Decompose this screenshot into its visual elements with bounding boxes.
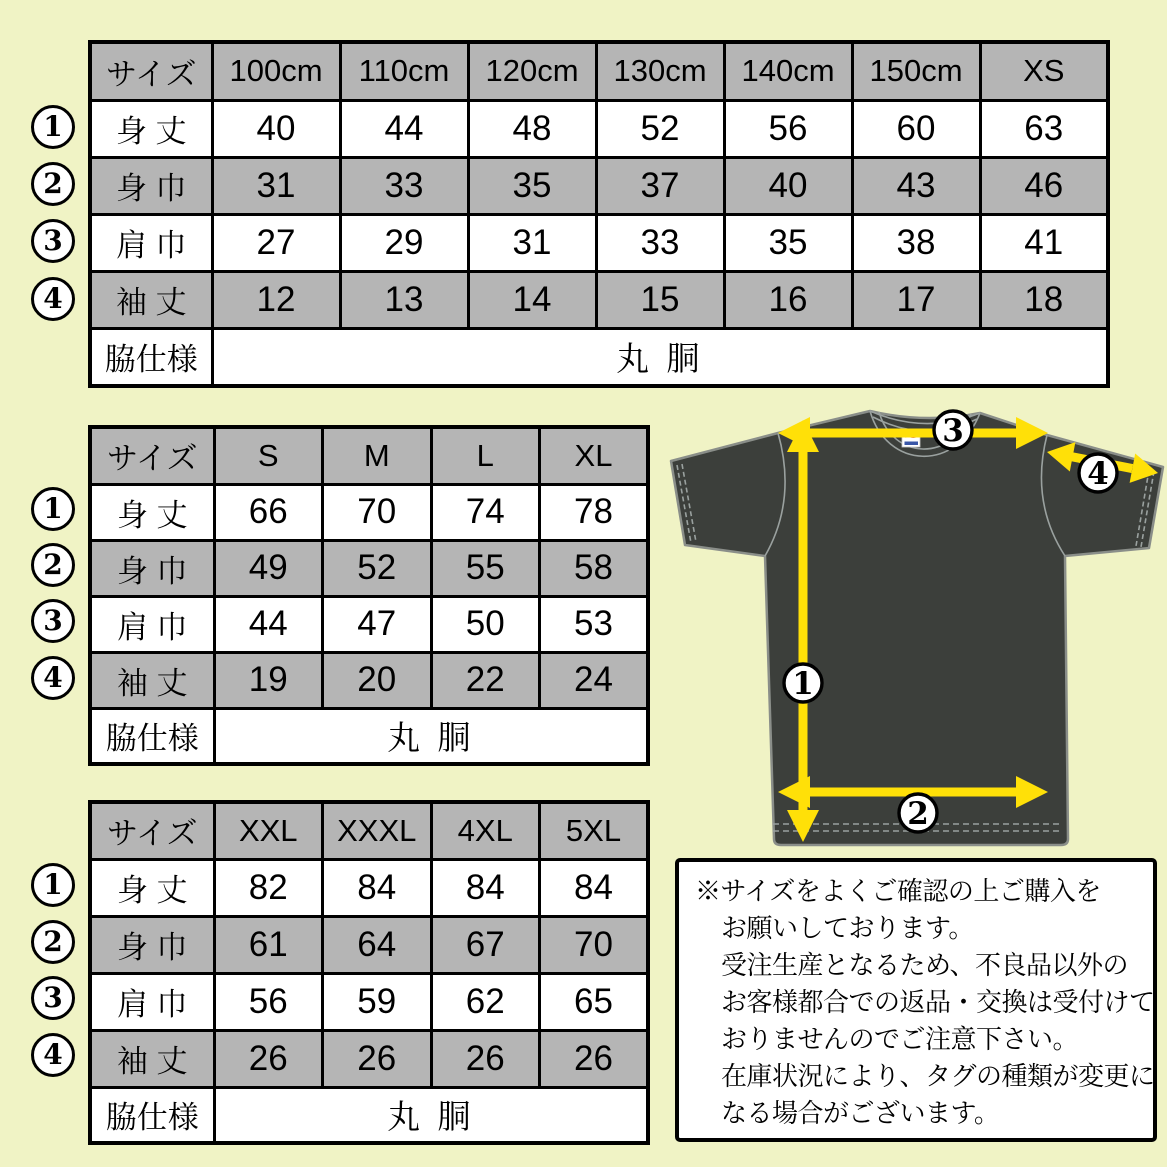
measure-label: 身 巾 — [90, 540, 214, 596]
measure-value: 63 — [980, 100, 1108, 157]
table-row — [90, 100, 1108, 157]
measure-label: 肩 巾 — [90, 973, 214, 1030]
table-row — [90, 708, 648, 764]
measure-label: 身 巾 — [90, 916, 214, 973]
measure-value: 44 — [340, 100, 468, 157]
measure-value: 19 — [214, 652, 323, 708]
measure-2-badge: 2 — [31, 920, 75, 964]
measure-value: 22 — [431, 652, 540, 708]
measure-value: 17 — [852, 271, 980, 328]
side-spec-value: 丸 胴 — [214, 708, 648, 764]
measure-value: 26 — [214, 1030, 323, 1087]
measure-value: 74 — [431, 484, 540, 540]
size-column-header: M — [323, 427, 432, 484]
notice-line: 受注生産となるため、不良品以外の — [721, 950, 1128, 980]
measure-2-badge — [899, 794, 937, 832]
measure-value: 70 — [540, 916, 649, 973]
measure-value: 40 — [724, 157, 852, 214]
measure-value: 56 — [724, 100, 852, 157]
size-column-header: 100cm — [212, 42, 340, 100]
measure-value: 58 — [540, 540, 649, 596]
notice-line: ※サイズをよくご確認の上ご購入を — [695, 876, 1101, 906]
table-row — [90, 540, 648, 596]
size-header-cell: サイズ — [90, 802, 214, 859]
measure-label: 袖 丈 — [90, 652, 214, 708]
measure-value: 82 — [214, 859, 323, 916]
measure-value: 12 — [212, 271, 340, 328]
measure-value: 84 — [540, 859, 649, 916]
measure-value: 66 — [214, 484, 323, 540]
measure-3-badge: 3 — [31, 599, 75, 643]
size-table-grid — [88, 40, 1110, 388]
table-row — [90, 157, 1108, 214]
table-row — [90, 596, 648, 652]
measure-value: 15 — [596, 271, 724, 328]
measure-value: 33 — [340, 157, 468, 214]
measure-value: 33 — [596, 214, 724, 271]
table-row — [90, 973, 648, 1030]
measure-value: 26 — [323, 1030, 432, 1087]
measure-value: 41 — [980, 214, 1108, 271]
measure-value: 38 — [852, 214, 980, 271]
measure-1-badge: 1 — [31, 105, 75, 149]
measure-2-badge: 2 — [31, 162, 75, 206]
svg-text:4: 4 — [1087, 456, 1109, 492]
measure-value: 29 — [340, 214, 468, 271]
measure-4-badge: 4 — [31, 1033, 75, 1077]
size-column-header: 130cm — [596, 42, 724, 100]
measure-value: 67 — [431, 916, 540, 973]
table-row — [90, 916, 648, 973]
table-row — [90, 484, 648, 540]
measure-value: 13 — [340, 271, 468, 328]
measure-3-badge: 3 — [31, 219, 75, 263]
tshirt-diagram — [657, 390, 1167, 855]
measure-value: 31 — [212, 157, 340, 214]
measure-value: 37 — [596, 157, 724, 214]
measure-2-badge: 2 — [31, 543, 75, 587]
measure-value: 35 — [724, 214, 852, 271]
size-column-header: L — [431, 427, 540, 484]
measure-3-badge — [934, 411, 972, 449]
measure-value: 16 — [724, 271, 852, 328]
measure-value: 18 — [980, 271, 1108, 328]
notice-line: おりませんのでご注意下さい。 — [721, 1024, 1079, 1054]
table-row — [90, 1087, 648, 1143]
measure-label: 身 巾 — [90, 157, 212, 214]
size-table-grid — [88, 800, 650, 1145]
measure-value: 35 — [468, 157, 596, 214]
measure-value: 26 — [431, 1030, 540, 1087]
measure-label: 袖 丈 — [90, 271, 212, 328]
side-spec-label: 脇仕様 — [90, 1087, 214, 1143]
measure-value: 44 — [214, 596, 323, 652]
table-row — [90, 1030, 648, 1087]
size-column-header: XL — [540, 427, 649, 484]
size-column-header: S — [214, 427, 323, 484]
measure-value: 59 — [323, 973, 432, 1030]
measure-4-badge: 4 — [31, 277, 75, 321]
measure-value: 26 — [540, 1030, 649, 1087]
measure-value: 40 — [212, 100, 340, 157]
measure-value: 78 — [540, 484, 649, 540]
size-table-kids — [88, 40, 1110, 388]
measure-value: 61 — [214, 916, 323, 973]
table-row — [90, 859, 648, 916]
size-column-header: XXL — [214, 802, 323, 859]
measure-value: 60 — [852, 100, 980, 157]
side-spec-value: 丸 胴 — [214, 1087, 648, 1143]
measure-value: 62 — [431, 973, 540, 1030]
table-row — [90, 328, 1108, 386]
measure-label: 身 丈 — [90, 484, 214, 540]
measure-value: 43 — [852, 157, 980, 214]
measure-value: 49 — [214, 540, 323, 596]
measure-value: 52 — [596, 100, 724, 157]
notice-line: なる場合がございます。 — [721, 1098, 1000, 1128]
measure-label: 肩 巾 — [90, 214, 212, 271]
size-header-cell: サイズ — [90, 42, 212, 100]
svg-text:2: 2 — [907, 796, 929, 832]
measure-value: 46 — [980, 157, 1108, 214]
measure-4-badge — [1079, 454, 1117, 492]
measure-label: 袖 丈 — [90, 1030, 214, 1087]
measure-value: 31 — [468, 214, 596, 271]
side-spec-value: 丸 胴 — [212, 328, 1108, 386]
measure-value: 70 — [323, 484, 432, 540]
measure-1-badge — [784, 664, 822, 702]
notice-line: お客様都合での返品・交換は受付けて — [721, 987, 1155, 1017]
measure-value: 48 — [468, 100, 596, 157]
svg-text:3: 3 — [942, 413, 964, 449]
measure-value: 24 — [540, 652, 649, 708]
side-spec-label: 脇仕様 — [90, 328, 212, 386]
measure-value: 53 — [540, 596, 649, 652]
size-column-header: 150cm — [852, 42, 980, 100]
table-row — [90, 652, 648, 708]
size-column-header: XS — [980, 42, 1108, 100]
side-spec-label: 脇仕様 — [90, 708, 214, 764]
size-table-grid — [88, 425, 650, 766]
size-column-header: 4XL — [431, 802, 540, 859]
measure-label: 身 丈 — [90, 859, 214, 916]
measure-1-badge: 1 — [31, 863, 75, 907]
table-row — [90, 214, 1108, 271]
size-header-cell: サイズ — [90, 427, 214, 484]
size-column-header: 140cm — [724, 42, 852, 100]
measure-value: 56 — [214, 973, 323, 1030]
table-row — [90, 271, 1108, 328]
measure-value: 20 — [323, 652, 432, 708]
measure-label: 身 丈 — [90, 100, 212, 157]
size-column-header: 110cm — [340, 42, 468, 100]
size-table-adult — [88, 425, 650, 766]
measure-label: 肩 巾 — [90, 596, 214, 652]
size-column-header: 120cm — [468, 42, 596, 100]
measure-value: 52 — [323, 540, 432, 596]
size-table-large — [88, 800, 650, 1145]
measure-value: 14 — [468, 271, 596, 328]
notice-line: お願いしております。 — [721, 913, 974, 943]
measure-value: 50 — [431, 596, 540, 652]
measure-value: 64 — [323, 916, 432, 973]
measure-value: 84 — [323, 859, 432, 916]
measure-value: 84 — [431, 859, 540, 916]
size-column-header: XXXL — [323, 802, 432, 859]
measure-3-badge: 3 — [31, 976, 75, 1020]
measure-value: 27 — [212, 214, 340, 271]
table-row — [90, 427, 648, 484]
table-row — [90, 42, 1108, 100]
measure-value: 55 — [431, 540, 540, 596]
measure-value: 65 — [540, 973, 649, 1030]
table-row — [90, 802, 648, 859]
measure-4-badge: 4 — [31, 656, 75, 700]
size-column-header: 5XL — [540, 802, 649, 859]
measure-1-badge: 1 — [31, 487, 75, 531]
measure-value: 47 — [323, 596, 432, 652]
notice-line: 在庫状況により、タグの種類が変更に — [721, 1061, 1155, 1091]
svg-text:1: 1 — [792, 666, 814, 702]
size-notice — [675, 858, 1157, 1142]
